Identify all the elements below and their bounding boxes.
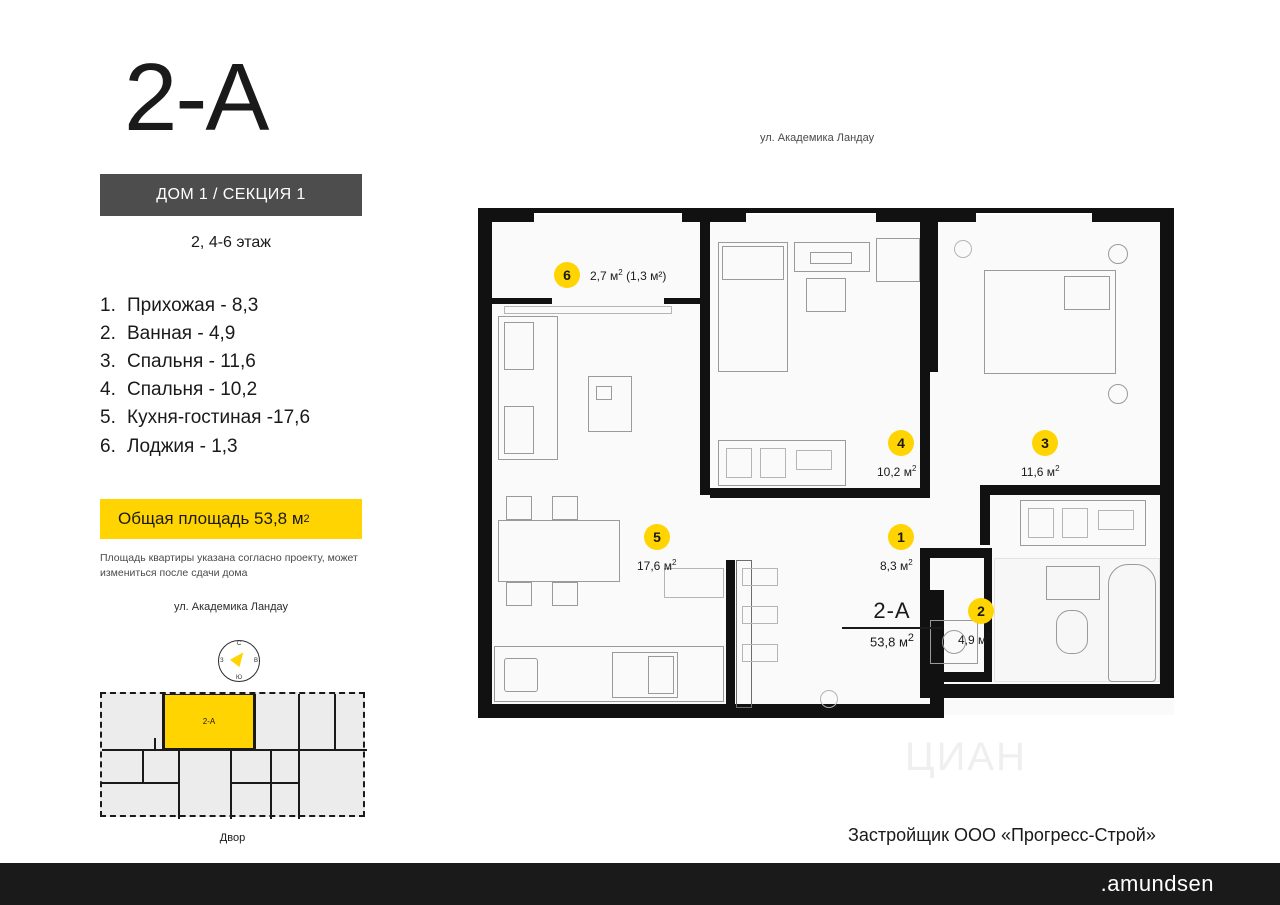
exterior-wall bbox=[478, 704, 944, 718]
room-badge-3: 3 bbox=[1032, 430, 1058, 456]
room-list bbox=[100, 292, 400, 461]
hanger-icon bbox=[1062, 508, 1088, 538]
door-marker-icon bbox=[954, 240, 972, 258]
room-badge-4: 4 bbox=[888, 430, 914, 456]
room-badge-1: 1 bbox=[888, 524, 914, 550]
room-label: Прихожая - 8,3 bbox=[127, 295, 259, 316]
room-area-3 bbox=[1021, 464, 1060, 479]
area-sup: 2 bbox=[671, 558, 677, 567]
area-value: 17,6 м bbox=[637, 559, 672, 573]
chair bbox=[506, 496, 532, 520]
room-badge-6: 6 bbox=[554, 262, 580, 288]
disclaimer-text: Площадь квартиры указана согласно проекту, может измениться после сдачи дома bbox=[100, 551, 358, 579]
door-marker-icon bbox=[820, 690, 838, 708]
list-item bbox=[100, 320, 400, 348]
room-label: Ванная - 4,9 bbox=[127, 323, 236, 345]
room-number: 4. bbox=[100, 379, 116, 401]
chair bbox=[806, 278, 846, 312]
area-value: 2,7 м bbox=[590, 269, 619, 283]
chair bbox=[506, 582, 532, 606]
area-sup: 2 bbox=[907, 631, 914, 644]
left-info-panel bbox=[100, 44, 400, 614]
keyplan-wall bbox=[102, 782, 180, 784]
compass-east-label: В bbox=[253, 658, 258, 664]
dining-table bbox=[498, 520, 620, 582]
hanger-icon bbox=[742, 568, 778, 586]
total-area-badge bbox=[100, 499, 362, 539]
house-section-badge: ДОМ 1 / СЕКЦИЯ 1 bbox=[100, 174, 362, 216]
loggia-wall bbox=[492, 298, 552, 304]
room-area-5 bbox=[637, 558, 676, 573]
area-value: 11,6 м bbox=[1021, 465, 1056, 479]
cooktop bbox=[504, 658, 538, 692]
area-sup: 2 bbox=[908, 558, 913, 567]
lamp-icon bbox=[1108, 244, 1128, 264]
keyplan-wall bbox=[154, 738, 156, 751]
room-area-6 bbox=[590, 268, 666, 283]
area-sup: 2 bbox=[911, 464, 917, 473]
tv-unit bbox=[588, 376, 632, 432]
room-area-1 bbox=[880, 558, 913, 573]
hanger-icon bbox=[760, 448, 786, 478]
hanger-icon bbox=[796, 450, 832, 470]
interior-wall bbox=[920, 548, 992, 558]
room-label: Спальня - 10,2 bbox=[127, 379, 258, 401]
hanger-icon bbox=[1098, 510, 1134, 530]
room-label: Кухня-гостиная -17,6 bbox=[127, 407, 311, 429]
total-area-sup: 2 bbox=[303, 512, 310, 525]
divider bbox=[842, 627, 942, 629]
chair bbox=[552, 582, 578, 606]
area-sup: 2 bbox=[618, 268, 623, 277]
room-number: 1. bbox=[100, 295, 116, 316]
area-sup: 2 bbox=[1055, 464, 1060, 473]
tv-screen bbox=[596, 386, 612, 400]
floors-label: 2, 4-6 этаж bbox=[191, 234, 271, 251]
interior-wall bbox=[980, 485, 990, 545]
floor-plan bbox=[460, 120, 1190, 740]
compass-icon bbox=[218, 640, 260, 682]
list-item bbox=[100, 376, 400, 404]
sofa-cushion bbox=[504, 322, 534, 370]
interior-wall bbox=[920, 672, 992, 682]
watermark: ЦИАН bbox=[905, 735, 1027, 779]
list-item bbox=[100, 433, 400, 461]
street-label-left: ул. Академика Ландау bbox=[173, 601, 289, 614]
room-area-4 bbox=[877, 464, 916, 479]
keyplan-wall bbox=[178, 751, 180, 819]
keyplan-caption: Двор bbox=[219, 832, 246, 844]
exterior-wall bbox=[1160, 208, 1174, 698]
drainboard bbox=[648, 656, 674, 694]
room-number: 2. bbox=[100, 323, 116, 345]
desk-top bbox=[810, 252, 852, 264]
compass-west-label: З bbox=[220, 658, 224, 664]
toilet bbox=[1056, 610, 1088, 654]
exterior-wall bbox=[682, 208, 746, 222]
loggia-rail bbox=[504, 306, 672, 314]
room-badge-2: 2 bbox=[968, 598, 994, 624]
window-opening bbox=[976, 208, 1092, 213]
street-label-top: ул. Академика Ландау bbox=[760, 132, 875, 144]
list-item bbox=[100, 348, 400, 376]
developer-label: Застройщик ООО «Прогресс-Строй» bbox=[848, 825, 1156, 845]
room-number: 3. bbox=[100, 351, 116, 373]
keyplan-wall bbox=[298, 751, 300, 819]
plan-apartment-code bbox=[842, 598, 942, 649]
interior-wall bbox=[700, 485, 710, 495]
area-value: 10,2 м bbox=[877, 465, 912, 479]
hanger-icon bbox=[726, 448, 752, 478]
keyplan-wall bbox=[254, 694, 256, 749]
room-number: 5. bbox=[100, 407, 116, 429]
interior-wall bbox=[726, 560, 735, 708]
keyplan-wall bbox=[230, 751, 232, 819]
list-item bbox=[100, 404, 400, 432]
loggia-wall bbox=[664, 298, 700, 304]
chair bbox=[552, 496, 578, 520]
page-title: 2-A bbox=[124, 44, 268, 151]
apartment-area bbox=[842, 632, 942, 649]
interior-wall bbox=[980, 485, 1174, 495]
area-value: 8,3 м bbox=[880, 559, 909, 573]
interior-wall bbox=[710, 488, 930, 498]
room-label: Спальня - 11,6 bbox=[127, 351, 256, 373]
exterior-wall bbox=[876, 208, 976, 222]
interior-wall bbox=[928, 222, 938, 372]
room-label: Лоджия - 1,3 bbox=[127, 435, 238, 457]
apartment-code: 2-А bbox=[873, 598, 911, 623]
bathtub bbox=[1108, 564, 1156, 682]
window-opening bbox=[534, 208, 682, 213]
brand-logo: .amundsen bbox=[1100, 871, 1214, 896]
pillow bbox=[1064, 276, 1110, 310]
sink bbox=[1046, 566, 1100, 600]
keyplan-wall bbox=[334, 694, 336, 749]
keyplan-wall bbox=[270, 751, 272, 819]
list-item bbox=[100, 292, 400, 320]
keyplan-wall bbox=[142, 751, 144, 782]
window-opening bbox=[746, 208, 876, 213]
keyplan-diagram bbox=[100, 692, 365, 817]
area-value: 53,8 м bbox=[870, 633, 908, 649]
keyplan-wall bbox=[298, 694, 300, 749]
footer-bar bbox=[0, 863, 1280, 905]
keyplan-wall bbox=[230, 782, 300, 784]
room-area-2 bbox=[958, 632, 991, 647]
pillow bbox=[722, 246, 784, 280]
exterior-wall bbox=[930, 684, 1174, 698]
exterior-wall bbox=[478, 208, 492, 718]
keyplan-highlighted-unit: 2-А bbox=[164, 694, 254, 749]
area-extra: (1,3 м²) bbox=[626, 269, 667, 283]
interior-wall bbox=[700, 222, 710, 492]
lamp-icon bbox=[1108, 384, 1128, 404]
total-area-text: Общая площадь 53,8 м bbox=[118, 508, 304, 528]
area-value: 4,9 м bbox=[958, 633, 987, 647]
hanger-icon bbox=[742, 644, 778, 662]
shelving-unit bbox=[876, 238, 920, 282]
room-number: 6. bbox=[100, 435, 116, 457]
compass-north-label: С bbox=[236, 641, 242, 647]
room-badge-5: 5 bbox=[644, 524, 670, 550]
hanger-icon bbox=[1028, 508, 1054, 538]
hanger-icon bbox=[742, 606, 778, 624]
area-sup: 2 bbox=[986, 632, 991, 641]
compass-south-label: Ю bbox=[235, 675, 243, 681]
sofa-cushion bbox=[504, 406, 534, 454]
